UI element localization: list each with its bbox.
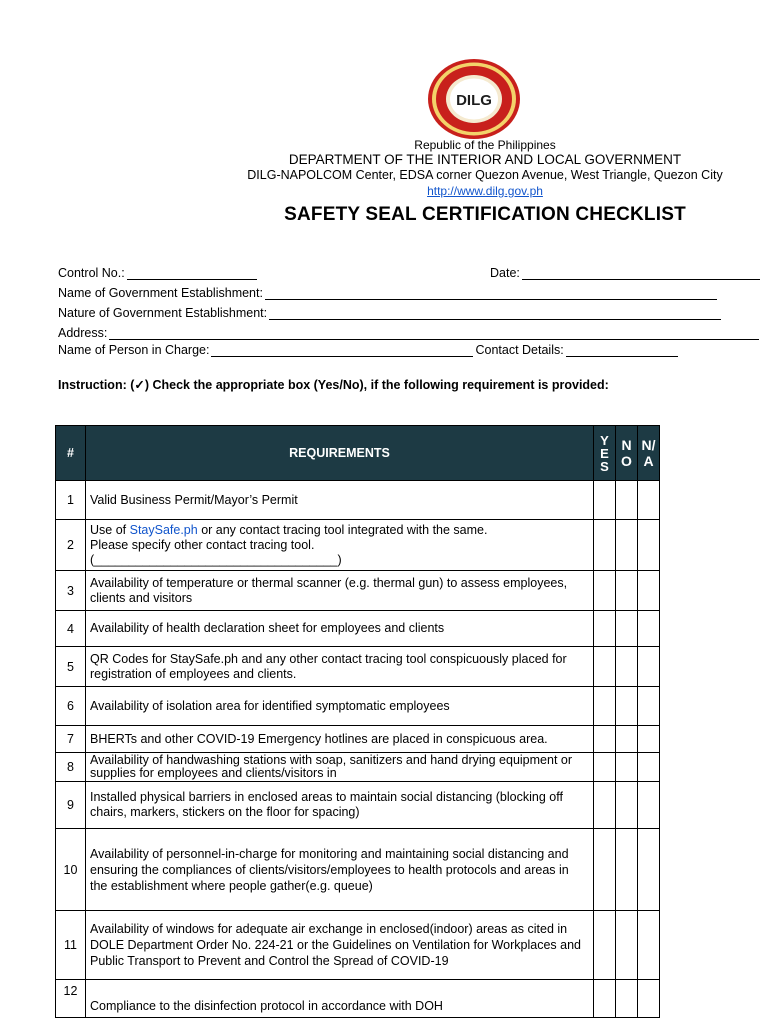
establishment-name-label: Name of Government Establishment: <box>58 286 263 300</box>
no-checkbox[interactable] <box>616 687 638 726</box>
row-num: 8 <box>56 753 86 782</box>
table-row <box>56 571 660 611</box>
na-checkbox[interactable] <box>638 481 660 520</box>
na-checkbox[interactable] <box>638 753 660 782</box>
row-requirement: Availability of personnel-in-charge for monitoring and maintaining social distancing and ensuring the compliances of clients/visitors/employees to health protocols and areas in the establishment where people gather(e.g. queue) <box>86 829 594 911</box>
no-checkbox[interactable] <box>616 611 638 647</box>
no-checkbox[interactable] <box>616 829 638 911</box>
row-num: 12 <box>56 980 86 1018</box>
row-num: 1 <box>56 481 86 520</box>
yes-checkbox[interactable] <box>594 481 616 520</box>
no-checkbox[interactable] <box>616 753 638 782</box>
no-checkbox[interactable] <box>616 911 638 980</box>
yes-checkbox[interactable] <box>594 611 616 647</box>
no-checkbox[interactable] <box>616 647 638 687</box>
table-row <box>56 611 660 647</box>
row-requirement: QR Codes for StaySafe.ph and any other contact tracing tool conspicuously placed for registration of employees and clients. <box>86 647 594 687</box>
yes-checkbox[interactable] <box>594 687 616 726</box>
header-na: N/ A <box>638 426 660 481</box>
no-checkbox[interactable] <box>616 782 638 829</box>
row-requirement: Compliance to the disinfection protocol in accordance with DOH <box>86 980 594 1018</box>
website-link[interactable]: http://www.dilg.gov.ph <box>427 184 543 198</box>
na-checkbox[interactable] <box>638 726 660 753</box>
header-requirements: REQUIREMENTS <box>86 426 594 481</box>
address-label: Address: <box>58 326 108 340</box>
na-checkbox[interactable] <box>638 911 660 980</box>
row-requirement: Installed physical barriers in enclosed areas to maintain social distancing (blocking off chairs, markers, stickers on the floor for spacing) <box>86 782 594 829</box>
row-num: 4 <box>56 611 86 647</box>
checklist-table <box>55 425 660 1018</box>
na-checkbox[interactable] <box>638 980 660 1018</box>
address-line <box>109 326 759 340</box>
control-no-label: Control No.: <box>58 266 125 280</box>
establishment-nature-line <box>269 306 721 320</box>
yes-checkbox[interactable] <box>594 753 616 782</box>
row-num: 10 <box>56 829 86 911</box>
na-checkbox[interactable] <box>638 782 660 829</box>
row-requirement: Availability of temperature or thermal scanner (e.g. thermal gun) to assess employees, clients and visitors <box>86 571 594 611</box>
row-num: 3 <box>56 571 86 611</box>
row-requirement: Valid Business Permit/Mayor’s Permit <box>86 481 594 520</box>
establishment-name-field[interactable] <box>58 286 717 300</box>
row-requirement: Availability of isolation area for identified symptomatic employees <box>86 687 594 726</box>
person-in-charge-label: Name of Person in Charge: <box>58 343 210 357</box>
table-header-row <box>56 426 660 481</box>
na-checkbox[interactable] <box>638 647 660 687</box>
header-num: # <box>56 426 86 481</box>
no-checkbox[interactable] <box>616 481 638 520</box>
contact-line <box>566 343 678 357</box>
table-row <box>56 829 660 911</box>
table-row <box>56 753 660 782</box>
address-field[interactable] <box>58 326 759 340</box>
table-row <box>56 520 660 571</box>
table-row <box>56 726 660 753</box>
yes-checkbox[interactable] <box>594 726 616 753</box>
no-checkbox[interactable] <box>616 726 638 753</box>
instruction-text: Instruction: (✓) Check the appropriate box (Yes/No), if the following requirement is provided: <box>58 378 609 392</box>
na-checkbox[interactable] <box>638 829 660 911</box>
table-row <box>56 980 660 1018</box>
row-num: 7 <box>56 726 86 753</box>
table-row <box>56 481 660 520</box>
table-row <box>56 647 660 687</box>
row-requirement: Availability of handwashing stations with soap, sanitizers and hand drying equipment or supplies for employees and clients/visitors in <box>86 753 594 782</box>
na-checkbox[interactable] <box>638 520 660 571</box>
row-requirement: BHERTs and other COVID-19 Emergency hotlines are placed in conspicuous area. <box>86 726 594 753</box>
row-requirement: Use of StaySafe.ph or any contact tracing tool integrated with the same. Please specify other contact tracing tool. (___________________________________) <box>86 520 594 571</box>
department-name: DEPARTMENT OF THE INTERIOR AND LOCAL GOVERNMENT <box>288 152 682 167</box>
row-num: 5 <box>56 647 86 687</box>
header-yes: Y E S <box>594 426 616 481</box>
establishment-nature-field[interactable] <box>58 306 721 320</box>
date-line <box>522 266 760 280</box>
na-checkbox[interactable] <box>638 571 660 611</box>
no-checkbox[interactable] <box>616 571 638 611</box>
yes-checkbox[interactable] <box>594 520 616 571</box>
row-num: 11 <box>56 911 86 980</box>
yes-checkbox[interactable] <box>594 980 616 1018</box>
yes-checkbox[interactable] <box>594 571 616 611</box>
table-row <box>56 782 660 829</box>
establishment-nature-label: Nature of Government Establishment: <box>58 306 268 320</box>
no-checkbox[interactable] <box>616 520 638 571</box>
date-field[interactable] <box>490 266 760 280</box>
row-num: 9 <box>56 782 86 829</box>
table-row <box>56 911 660 980</box>
person-in-charge-field[interactable] <box>58 343 678 357</box>
row-num: 6 <box>56 687 86 726</box>
department-address: DILG-NAPOLCOM Center, EDSA corner Quezon Avenue, West Triangle, Quezon City <box>247 168 723 182</box>
person-in-charge-line <box>211 343 473 357</box>
na-checkbox[interactable] <box>638 611 660 647</box>
page-title: SAFETY SEAL CERTIFICATION CHECKLIST <box>284 204 686 225</box>
yes-checkbox[interactable] <box>594 829 616 911</box>
seal-text: DILG <box>456 92 492 109</box>
dilg-seal-logo <box>427 58 521 140</box>
staysafe-link[interactable]: StaySafe.ph <box>129 522 198 537</box>
yes-checkbox[interactable] <box>594 911 616 980</box>
yes-checkbox[interactable] <box>594 782 616 829</box>
table-row <box>56 687 660 726</box>
yes-checkbox[interactable] <box>594 647 616 687</box>
row-requirement: Availability of windows for adequate air exchange in enclosed(indoor) areas as cited in DOLE Department Order No. 224-21 or the Guidelines on Ventilation for Workplaces and Public Transport to Prevent and Control the Spread of COVID-19 <box>86 911 594 980</box>
republic-line: Republic of the Philippines <box>414 138 556 152</box>
control-no-field[interactable] <box>58 266 257 280</box>
row-num: 2 <box>56 520 86 571</box>
na-checkbox[interactable] <box>638 687 660 726</box>
establishment-name-line <box>265 286 717 300</box>
date-label: Date: <box>490 266 520 280</box>
no-checkbox[interactable] <box>616 980 638 1018</box>
row-requirement: Availability of health declaration sheet for employees and clients <box>86 611 594 647</box>
header-no: N O <box>616 426 638 481</box>
control-no-line <box>127 266 257 280</box>
contact-label: Contact Details: <box>475 343 564 357</box>
